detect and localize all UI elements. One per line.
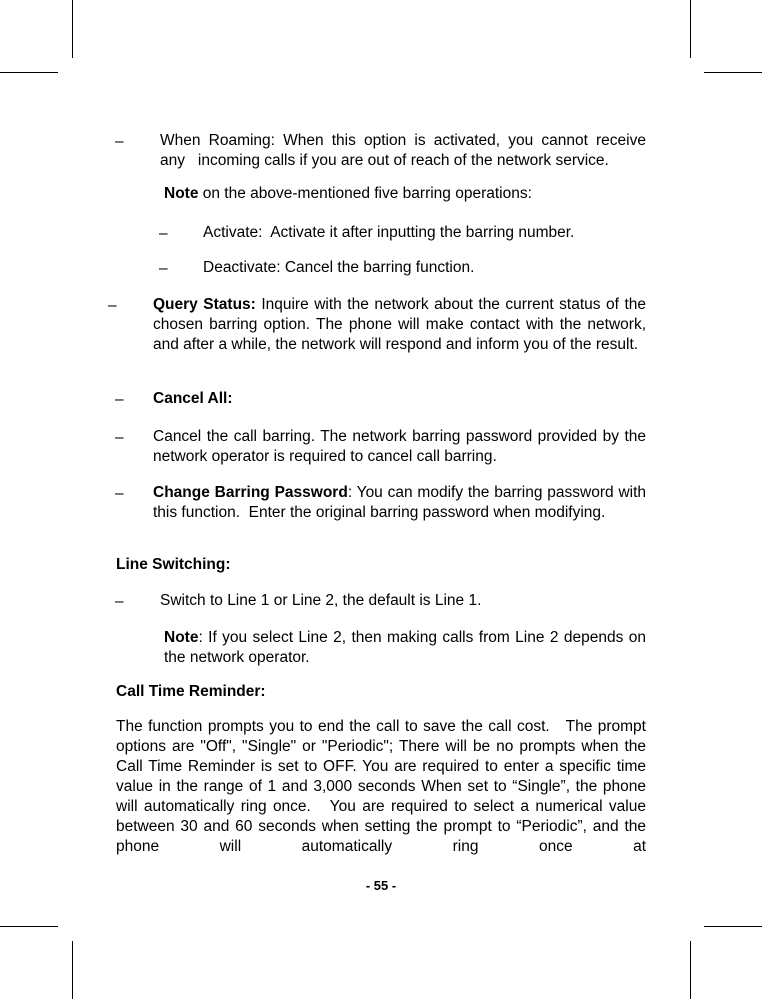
crop-mark-bottom-left-v <box>72 941 73 999</box>
crop-mark-top-right-v <box>690 0 691 58</box>
query-status-text: Inquire with the network about the current status of the chosen barring option. The phone will make contact with the network, and after a while, the network will respond and inform you of the result. <box>153 296 646 353</box>
crop-mark-bottom-right-h <box>704 926 762 927</box>
cancel-description-text: Cancel the call barring. The network barring password provided by the network operator is required to cancel call barring. <box>153 428 646 465</box>
cancel-description-item <box>153 427 646 467</box>
roaming-item <box>160 131 646 171</box>
crop-mark-top-right-h <box>704 72 762 73</box>
bullet-dash: – <box>115 391 124 408</box>
bullet-dash: – <box>115 485 124 502</box>
line-switching-heading: Line Switching: <box>116 556 231 573</box>
page-number: - 55 - <box>365 878 397 893</box>
bullet-dash: – <box>115 133 124 150</box>
bullet-dash: – <box>115 429 124 446</box>
note-barring <box>164 184 646 204</box>
crop-mark-top-left-h <box>0 72 58 73</box>
deactivate-item <box>203 258 646 278</box>
call-time-reminder-body: The function prompts you to end the call to save the call cost. The prompt options are "Off", "Single" or "Periodic"; There will be no prompts when the Call Time Reminder is set to OFF. You are required to enter a specific time value in the range of 1 and 3,000 seconds When set to “Single”, the phone will automatically ring once. You are required to select a numerical value between 30 and 60 seconds when setting the prompt to “Periodic”, and the phone will automatically ring once at <box>116 718 646 855</box>
bullet-dash: – <box>159 260 168 277</box>
note-label: Note <box>164 185 199 202</box>
switch-line-text: Switch to Line 1 or Line 2, the default is Line 1. <box>160 592 482 609</box>
crop-mark-bottom-left-h <box>0 926 58 927</box>
query-status-label: Query Status: <box>153 296 256 313</box>
bullet-dash: – <box>115 593 124 610</box>
activate-item <box>203 223 646 243</box>
note-line <box>164 628 646 668</box>
bullet-dash: – <box>108 297 117 314</box>
bullet-dash: – <box>159 225 168 242</box>
roaming-text: When Roaming: When this option is activated, you cannot receive any incoming calls if you are out of reach of the network service. <box>160 132 646 169</box>
activate-text: Activate: Activate it after inputting the barring number. <box>203 224 575 241</box>
cancel-all-label: Cancel All: <box>153 390 233 407</box>
change-password-text: : You can modify the barring password with this function. Enter the original barring password when modifying. <box>153 484 647 521</box>
deactivate-text: Deactivate: Cancel the barring function. <box>203 259 475 276</box>
call-time-reminder-heading: Call Time Reminder: <box>116 683 266 700</box>
note-text: on the above-mentioned five barring operations: <box>198 185 532 202</box>
crop-mark-top-left-v <box>72 0 73 58</box>
query-status-item <box>153 295 646 355</box>
crop-mark-bottom-right-v <box>690 941 691 999</box>
switch-line-item <box>160 591 646 611</box>
change-password-label: Change Barring Password <box>153 484 348 501</box>
cancel-all-item <box>153 389 646 409</box>
note-text: : If you select Line 2, then making calls from Line 2 depends on the network operator. <box>164 629 646 666</box>
change-password-item <box>153 483 646 523</box>
note-label: Note <box>164 629 199 646</box>
